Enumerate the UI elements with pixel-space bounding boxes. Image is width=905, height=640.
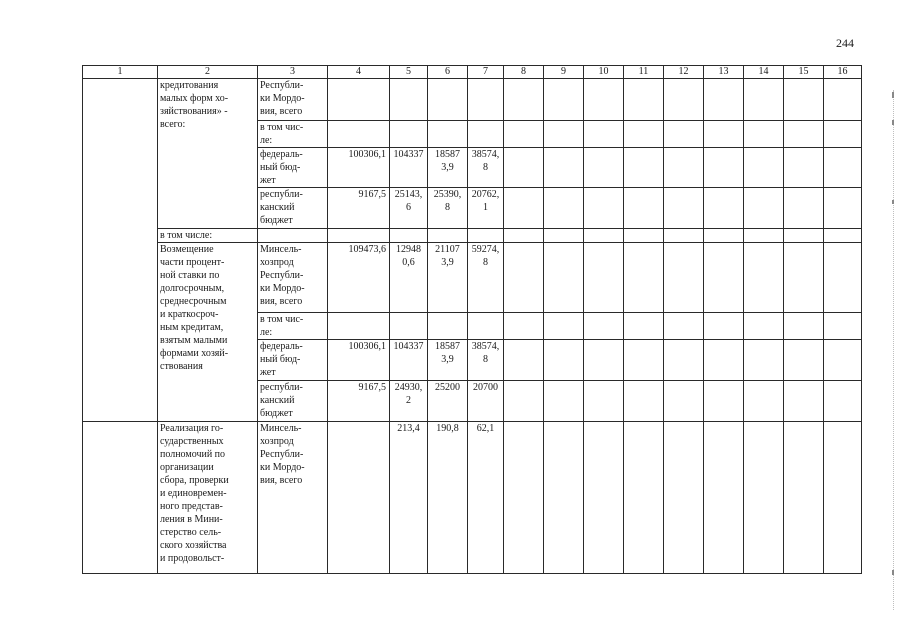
scan-mark: [892, 570, 894, 575]
value-cell: 38574, 8: [468, 148, 504, 188]
empty-cell: [624, 422, 664, 574]
empty-cell: [504, 121, 544, 148]
header-cell: 9: [544, 66, 584, 79]
value-cell: 20700: [468, 381, 504, 422]
empty-cell: [704, 121, 744, 148]
value-cell: [328, 313, 390, 340]
value-cell: [428, 313, 468, 340]
value-cell: 9167,5: [328, 188, 390, 229]
empty-cell: [504, 381, 544, 422]
empty-cell: [504, 340, 544, 381]
empty-cell: [584, 422, 624, 574]
empty-cell: [544, 121, 584, 148]
empty-cell: [544, 188, 584, 229]
value-cell: [328, 121, 390, 148]
empty-cell: [624, 188, 664, 229]
value-cell: 9167,5: [328, 381, 390, 422]
value-cell: 62,1: [468, 422, 504, 574]
executor-cell: Республи- ки Мордо- вия, всего: [258, 79, 328, 121]
value-cell: 25200: [428, 381, 468, 422]
header-cell: 14: [744, 66, 784, 79]
empty-cell: [664, 188, 704, 229]
empty-cell: [624, 340, 664, 381]
empty-cell: [704, 148, 744, 188]
empty-cell: [784, 229, 824, 243]
value-cell: 213,4: [390, 422, 428, 574]
header-cell: 4: [328, 66, 390, 79]
empty-cell: [504, 229, 544, 243]
value-cell: 38574, 8: [468, 340, 504, 381]
empty-cell: [504, 148, 544, 188]
header-cell: 5: [390, 66, 428, 79]
empty-cell: [664, 148, 704, 188]
empty-cell: [544, 313, 584, 340]
value-cell: 20762, 1: [468, 188, 504, 229]
value-cell: [428, 121, 468, 148]
empty-cell: [784, 188, 824, 229]
empty-cell: [624, 148, 664, 188]
empty-cell: [784, 121, 824, 148]
empty-cell: [824, 121, 862, 148]
scan-mark: [892, 200, 894, 204]
header-cell: 1: [83, 66, 158, 79]
value-cell: [390, 121, 428, 148]
empty-cell: [584, 381, 624, 422]
empty-cell: [744, 79, 784, 121]
empty-cell: [504, 188, 544, 229]
empty-cell: [544, 229, 584, 243]
empty-cell: [704, 381, 744, 422]
executor-cell: Минсель- хозпрод Республи- ки Мордо- вия, всего: [258, 422, 328, 574]
empty-cell: [784, 340, 824, 381]
value-cell: [468, 229, 504, 243]
scan-mark: [892, 92, 894, 98]
value-cell: [390, 79, 428, 121]
empty-cell: [824, 79, 862, 121]
empty-cell: [824, 381, 862, 422]
empty-cell: [824, 313, 862, 340]
value-cell: [328, 229, 390, 243]
activity-name: Возмещение части процент- ной ставки по долгосрочным, среднесрочным и краткосроч- ным кредитам, взятым малыми формами хозяй- ствования: [158, 243, 258, 422]
empty-cell: [784, 381, 824, 422]
empty-cell: [584, 313, 624, 340]
value-cell: 24930, 2: [390, 381, 428, 422]
empty-cell: [744, 188, 784, 229]
activity-name: кредитования малых форм хо- зяйствования» - всего:: [158, 79, 258, 229]
value-cell: 18587 3,9: [428, 340, 468, 381]
value-cell: [390, 313, 428, 340]
empty-cell: [504, 243, 544, 313]
value-cell: [428, 79, 468, 121]
empty-cell: [504, 422, 544, 574]
value-cell: 100306,1: [328, 340, 390, 381]
value-cell: 104337: [390, 340, 428, 381]
value-cell: 59274, 8: [468, 243, 504, 313]
empty-cell: [824, 229, 862, 243]
empty-cell: [584, 148, 624, 188]
empty-cell: [624, 243, 664, 313]
header-cell: 2: [158, 66, 258, 79]
executor-cell: [258, 229, 328, 243]
header-cell: 13: [704, 66, 744, 79]
empty-cell: [744, 313, 784, 340]
empty-cell: [744, 229, 784, 243]
empty-cell: [584, 340, 624, 381]
empty-cell: [704, 340, 744, 381]
executor-cell: федераль- ный бюд- жет: [258, 148, 328, 188]
empty-cell: [704, 229, 744, 243]
empty-cell: [704, 79, 744, 121]
empty-cell: [744, 340, 784, 381]
empty-cell: [544, 340, 584, 381]
empty-cell: [584, 79, 624, 121]
executor-cell: федераль- ный бюд- жет: [258, 340, 328, 381]
value-cell: [468, 313, 504, 340]
empty-cell: [824, 243, 862, 313]
empty-cell: [784, 243, 824, 313]
value-cell: 190,8: [428, 422, 468, 574]
value-cell: 104337: [390, 148, 428, 188]
value-cell: 100306,1: [328, 148, 390, 188]
value-cell: 18587 3,9: [428, 148, 468, 188]
scan-mark: [892, 120, 894, 125]
executor-cell: республи- канский бюджет: [258, 381, 328, 422]
header-cell: 16: [824, 66, 862, 79]
empty-cell: [704, 313, 744, 340]
empty-cell: [824, 422, 862, 574]
empty-cell: [544, 79, 584, 121]
value-cell: [428, 229, 468, 243]
empty-cell: [664, 340, 704, 381]
header-cell: 8: [504, 66, 544, 79]
empty-cell: [584, 229, 624, 243]
empty-cell: [824, 188, 862, 229]
empty-cell: [544, 148, 584, 188]
activity-name: Реализация го- сударственных полномочий по организации сбора, проверки и единовремен- ного представ- ления в Мини- стерство сель- ского хозяйства и продовольст-: [158, 422, 258, 574]
empty-cell: [584, 188, 624, 229]
value-cell: 25390, 8: [428, 188, 468, 229]
empty-cell: [744, 148, 784, 188]
empty-cell: [744, 381, 784, 422]
header-cell: 11: [624, 66, 664, 79]
value-cell: [390, 229, 428, 243]
activity-name: в том числе:: [158, 229, 258, 243]
col1-cell: [83, 79, 158, 422]
header-cell: 6: [428, 66, 468, 79]
header-row: [83, 66, 862, 79]
scan-edge-artifact: [893, 90, 900, 610]
empty-cell: [824, 148, 862, 188]
budget-table: [82, 65, 862, 574]
empty-cell: [744, 121, 784, 148]
empty-cell: [624, 79, 664, 121]
empty-cell: [704, 243, 744, 313]
table-row: [83, 79, 862, 121]
empty-cell: [664, 243, 704, 313]
empty-cell: [744, 243, 784, 313]
empty-cell: [544, 381, 584, 422]
page-number: 244: [836, 36, 854, 50]
empty-cell: [664, 229, 704, 243]
executor-cell: Минсель- хозпрод Республи- ки Мордо- вия, всего: [258, 243, 328, 313]
empty-cell: [784, 79, 824, 121]
table-row: [83, 422, 862, 574]
header-cell: 7: [468, 66, 504, 79]
header-cell: 12: [664, 66, 704, 79]
empty-cell: [664, 313, 704, 340]
empty-cell: [784, 313, 824, 340]
empty-cell: [704, 188, 744, 229]
empty-cell: [624, 121, 664, 148]
empty-cell: [504, 79, 544, 121]
header-cell: 3: [258, 66, 328, 79]
empty-cell: [504, 313, 544, 340]
header-cell: 15: [784, 66, 824, 79]
empty-cell: [704, 422, 744, 574]
empty-cell: [544, 422, 584, 574]
empty-cell: [784, 422, 824, 574]
empty-cell: [584, 121, 624, 148]
empty-cell: [664, 422, 704, 574]
empty-cell: [784, 148, 824, 188]
value-cell: [468, 121, 504, 148]
executor-cell: республи- канский бюджет: [258, 188, 328, 229]
empty-cell: [544, 243, 584, 313]
empty-cell: [824, 340, 862, 381]
executor-cell: в том чис- ле:: [258, 121, 328, 148]
empty-cell: [624, 381, 664, 422]
value-cell: 25143, 6: [390, 188, 428, 229]
value-cell: [328, 79, 390, 121]
value-cell: 12948 0,6: [390, 243, 428, 313]
table-row: [83, 243, 862, 313]
col1-cell: [83, 422, 158, 574]
empty-cell: [664, 381, 704, 422]
value-cell: 21107 3,9: [428, 243, 468, 313]
executor-cell: в том чис- ле:: [258, 313, 328, 340]
empty-cell: [744, 422, 784, 574]
empty-cell: [664, 121, 704, 148]
empty-cell: [624, 229, 664, 243]
value-cell: [328, 422, 390, 574]
header-cell: 10: [584, 66, 624, 79]
empty-cell: [584, 243, 624, 313]
value-cell: [468, 79, 504, 121]
empty-cell: [624, 313, 664, 340]
value-cell: 109473,6: [328, 243, 390, 313]
empty-cell: [664, 79, 704, 121]
table-row: [83, 229, 862, 243]
